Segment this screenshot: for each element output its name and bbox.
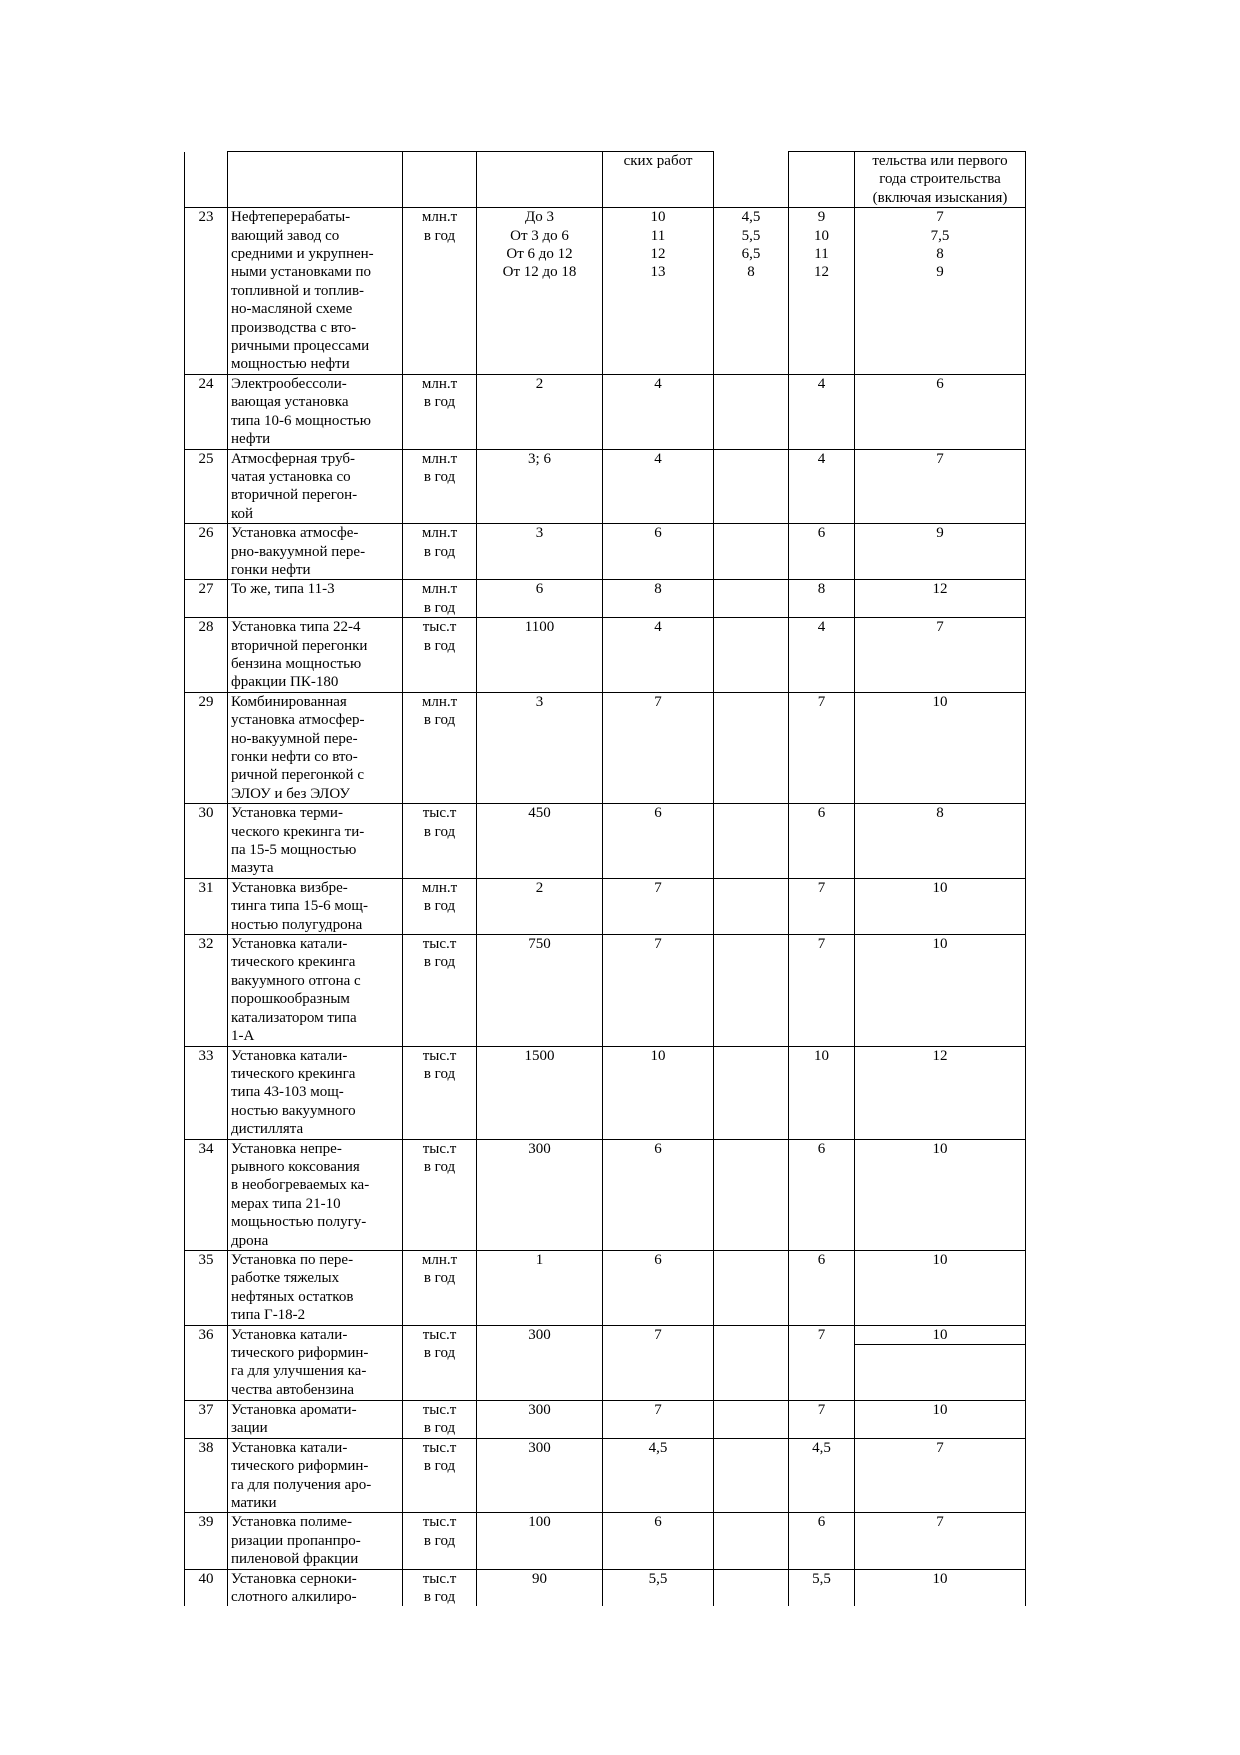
norms-table [184, 151, 1026, 1606]
cell-survey-duration: 7 [603, 1325, 714, 1400]
cell-survey-duration: 7 [603, 692, 714, 803]
table-row [185, 1569, 1026, 1606]
header-cell-n [185, 152, 228, 208]
cell-total-duration: 7 [789, 1325, 855, 1400]
table-row [185, 208, 1026, 375]
table-row [185, 618, 1026, 693]
table-row [185, 1513, 1026, 1569]
header-cell-total [789, 152, 855, 208]
cell-total-duration: 6 [789, 804, 855, 879]
cell-capacity: 90 [477, 1569, 603, 1606]
cell-extra-duration [714, 804, 789, 879]
table-row [185, 1046, 1026, 1139]
cell-row-number: 40 [185, 1569, 228, 1606]
cell-object-name: Установка катали- тического крекинга типа 43-103 мощ- ностью вакуумного дистиллята [228, 1046, 403, 1139]
cell-extra-duration [714, 1139, 789, 1250]
cell-row-number: 31 [185, 878, 228, 934]
cell-object-name: Установка визбре- тинга типа 15-6 мощ- ностью полугудрона [228, 878, 403, 934]
cell-total-duration: 7 [789, 878, 855, 934]
cell-unit: тыс.т в год [403, 1139, 477, 1250]
cell-unit: млн.т в год [403, 524, 477, 580]
cell-survey-duration: 6 [603, 1250, 714, 1325]
header-cell-blank [714, 152, 789, 208]
cell-object-name: Установка аромати- зации [228, 1401, 403, 1439]
header-row [185, 152, 1026, 208]
cell-extra-duration [714, 692, 789, 803]
cell-unit: тыс.т в год [403, 618, 477, 693]
cell-unit: тыс.т в год [403, 1569, 477, 1606]
cell-survey-duration: 10 11 12 13 [603, 208, 714, 375]
cell-first-year-duration: 10 [855, 1139, 1026, 1250]
cell-extra-duration: 4,5 5,5 6,5 8 [714, 208, 789, 375]
cell-row-number: 29 [185, 692, 228, 803]
cell-total-duration: 4 [789, 374, 855, 449]
cell-capacity: 3 [477, 692, 603, 803]
cell-row-number: 25 [185, 449, 228, 524]
cell-row-number: 27 [185, 580, 228, 618]
table-row [185, 374, 1026, 449]
table-row [185, 449, 1026, 524]
cell-total-duration: 8 [789, 580, 855, 618]
table-row [185, 524, 1026, 580]
cell-first-year-duration [855, 1325, 1026, 1400]
cell-extra-duration [714, 1438, 789, 1513]
cell-object-name: Установка серноки- слотного алкилиро- [228, 1569, 403, 1606]
cell-capacity: До 3 От 3 до 6 От 6 до 12 От 12 до 18 [477, 208, 603, 375]
cell-survey-duration: 4 [603, 618, 714, 693]
cell-row-number: 39 [185, 1513, 228, 1569]
cell-row-number: 23 [185, 208, 228, 375]
cell-total-duration: 6 [789, 1250, 855, 1325]
cell-extra-duration [714, 1325, 789, 1400]
cell-row-number: 32 [185, 935, 228, 1046]
cell-first-year-duration: 7 [855, 1438, 1026, 1513]
cell-object-name: Атмосферная труб- чатая установка со вторичной перегон- кой [228, 449, 403, 524]
cell-total-duration: 9 10 11 12 [789, 208, 855, 375]
cell-extra-duration [714, 1401, 789, 1439]
cell-object-name: Установка катали- тического риформин- га для улучшения ка- чества автобензина [228, 1325, 403, 1400]
cell-first-year-duration: 10 [855, 1569, 1026, 1606]
cell-object-name: Установка катали- тического риформин- га для получения аро- матики [228, 1438, 403, 1513]
cell-object-name: Комбинированная установка атмосфер- но-вакуумной пере- гонки нефти со вто- ричной перегонкой с ЭЛОУ и без ЭЛОУ [228, 692, 403, 803]
cell-row-number: 28 [185, 618, 228, 693]
cell-capacity: 100 [477, 1513, 603, 1569]
cell-extra-duration [714, 374, 789, 449]
cell-object-name: Установка атмосфе- рно-вакуумной пере- гонки нефти [228, 524, 403, 580]
cell-extra-duration [714, 1569, 789, 1606]
cell-unit: млн.т в год [403, 580, 477, 618]
cell-survey-duration: 6 [603, 804, 714, 879]
cell-survey-duration: 4 [603, 449, 714, 524]
cell-row-number: 38 [185, 1438, 228, 1513]
cell-survey-duration: 4,5 [603, 1438, 714, 1513]
cell-total-duration: 6 [789, 524, 855, 580]
cell-unit: тыс.т в год [403, 1401, 477, 1439]
cell-survey-duration: 10 [603, 1046, 714, 1139]
cell-extra-duration [714, 1250, 789, 1325]
cell-unit: тыс.т в год [403, 1046, 477, 1139]
cell-total-duration: 7 [789, 1401, 855, 1439]
cell-row-number: 37 [185, 1401, 228, 1439]
cell-survey-duration: 6 [603, 1513, 714, 1569]
cell-capacity: 750 [477, 935, 603, 1046]
cell-first-year-duration: 7 7,5 8 9 [855, 208, 1026, 375]
cell-unit: млн.т в год [403, 208, 477, 375]
cell-total-duration: 6 [789, 1139, 855, 1250]
cell-total-duration: 4 [789, 449, 855, 524]
cell-extra-duration [714, 618, 789, 693]
cell-capacity: 3; 6 [477, 449, 603, 524]
cell-extra-duration [714, 1513, 789, 1569]
cell-total-duration: 4,5 [789, 1438, 855, 1513]
cell-total-duration: 7 [789, 692, 855, 803]
cell-unit: тыс.т в год [403, 1438, 477, 1513]
cell-row-number: 34 [185, 1139, 228, 1250]
cell-unit: млн.т в год [403, 374, 477, 449]
cell-first-year-duration: 9 [855, 524, 1026, 580]
cell-row-number: 26 [185, 524, 228, 580]
cell-survey-duration: 4 [603, 374, 714, 449]
cell-first-year-duration: 10 [855, 935, 1026, 1046]
cell-row-number: 30 [185, 804, 228, 879]
cell-first-year-duration: 10 [855, 878, 1026, 934]
cell-value: 10 [932, 1326, 948, 1343]
cell-survey-duration: 8 [603, 580, 714, 618]
cell-capacity: 300 [477, 1438, 603, 1513]
header-cell-unit [403, 152, 477, 208]
cell-first-year-duration: 10 [855, 692, 1026, 803]
cell-total-duration: 6 [789, 1513, 855, 1569]
cell-row-number: 24 [185, 374, 228, 449]
table-row [185, 580, 1026, 618]
cell-first-year-duration: 10 [855, 1250, 1026, 1325]
cell-unit: тыс.т в год [403, 804, 477, 879]
cell-first-year-duration: 7 [855, 618, 1026, 693]
cell-total-duration: 4 [789, 618, 855, 693]
cell-first-year-duration: 6 [855, 374, 1026, 449]
cell-extra-duration [714, 878, 789, 934]
cell-extra-duration [714, 935, 789, 1046]
table-row [185, 1438, 1026, 1513]
cell-object-name: Установка типа 22-4 вторичной перегонки бензина мощностью фракции ПК-180 [228, 618, 403, 693]
cell-row-number: 36 [185, 1325, 228, 1400]
cell-capacity: 6 [477, 580, 603, 618]
table-row [185, 1250, 1026, 1325]
cell-total-duration: 10 [789, 1046, 855, 1139]
cell-first-year-duration: 12 [855, 580, 1026, 618]
cell-unit: млн.т в год [403, 692, 477, 803]
cell-unit: тыс.т в год [403, 1513, 477, 1569]
table-row [185, 804, 1026, 879]
cell-object-name: Установка по пере- работке тяжелых нефтяных остатков типа Г-18-2 [228, 1250, 403, 1325]
cell-first-year-duration: 12 [855, 1046, 1026, 1139]
cell-capacity: 450 [477, 804, 603, 879]
cell-unit: млн.т в год [403, 1250, 477, 1325]
cell-survey-duration: 7 [603, 935, 714, 1046]
cell-divider [855, 1344, 1025, 1400]
cell-extra-duration [714, 1046, 789, 1139]
cell-unit: тыс.т в год [403, 935, 477, 1046]
header-cell-survey: ских работ [603, 152, 714, 208]
cell-capacity: 1100 [477, 618, 603, 693]
cell-unit: млн.т в год [403, 449, 477, 524]
cell-survey-duration: 6 [603, 1139, 714, 1250]
cell-object-name: То же, типа 11-3 [228, 580, 403, 618]
cell-first-year-duration: 7 [855, 1513, 1026, 1569]
table-row [185, 935, 1026, 1046]
cell-survey-duration: 6 [603, 524, 714, 580]
cell-object-name: Установка полиме- ризации пропанпро- пиленовой фракции [228, 1513, 403, 1569]
cell-capacity: 300 [477, 1325, 603, 1400]
cell-capacity: 2 [477, 374, 603, 449]
cell-capacity: 2 [477, 878, 603, 934]
header-cell-capacity [477, 152, 603, 208]
cell-extra-duration [714, 580, 789, 618]
cell-object-name: Установка терми- ческого крекинга ти- па 15-5 мощностью мазута [228, 804, 403, 879]
cell-capacity: 1 [477, 1250, 603, 1325]
cell-unit: тыс.т в год [403, 1325, 477, 1400]
cell-object-name: Нефтеперерабаты- вающий завод со средними и укрупнен- ными установками по топливной и топлив- но-масляной схеме производства с вто- ричными процессами мощностью нефти [228, 208, 403, 375]
cell-object-name: Установка непре- рывного коксования в необогреваемых ка- мерах типа 21-10 мощьностью полугу- дрона [228, 1139, 403, 1250]
cell-survey-duration: 7 [603, 1401, 714, 1439]
cell-row-number: 35 [185, 1250, 228, 1325]
cell-survey-duration: 7 [603, 878, 714, 934]
cell-capacity: 300 [477, 1401, 603, 1439]
table-row [185, 1401, 1026, 1439]
table-row [185, 878, 1026, 934]
header-cell-name [228, 152, 403, 208]
cell-object-name: Установка катали- тического крекинга вакуумного отгона с порошкообразным катализатором типа 1-А [228, 935, 403, 1046]
table-row [185, 692, 1026, 803]
header-cell-first-year: тельства или первого года строительства (включая изыскания) [855, 152, 1026, 208]
cell-total-duration: 7 [789, 935, 855, 1046]
cell-capacity: 300 [477, 1139, 603, 1250]
cell-first-year-duration: 8 [855, 804, 1026, 879]
table-row [185, 1325, 1026, 1400]
cell-survey-duration: 5,5 [603, 1569, 714, 1606]
cell-extra-duration [714, 524, 789, 580]
cell-object-name: Электрообессоли- вающая установка типа 10-6 мощностью нефти [228, 374, 403, 449]
cell-total-duration: 5,5 [789, 1569, 855, 1606]
table-row [185, 1139, 1026, 1250]
cell-first-year-duration: 7 [855, 449, 1026, 524]
cell-capacity: 3 [477, 524, 603, 580]
cell-capacity: 1500 [477, 1046, 603, 1139]
cell-unit: млн.т в год [403, 878, 477, 934]
cell-row-number: 33 [185, 1046, 228, 1139]
cell-first-year-duration: 10 [855, 1401, 1026, 1439]
cell-extra-duration [714, 449, 789, 524]
